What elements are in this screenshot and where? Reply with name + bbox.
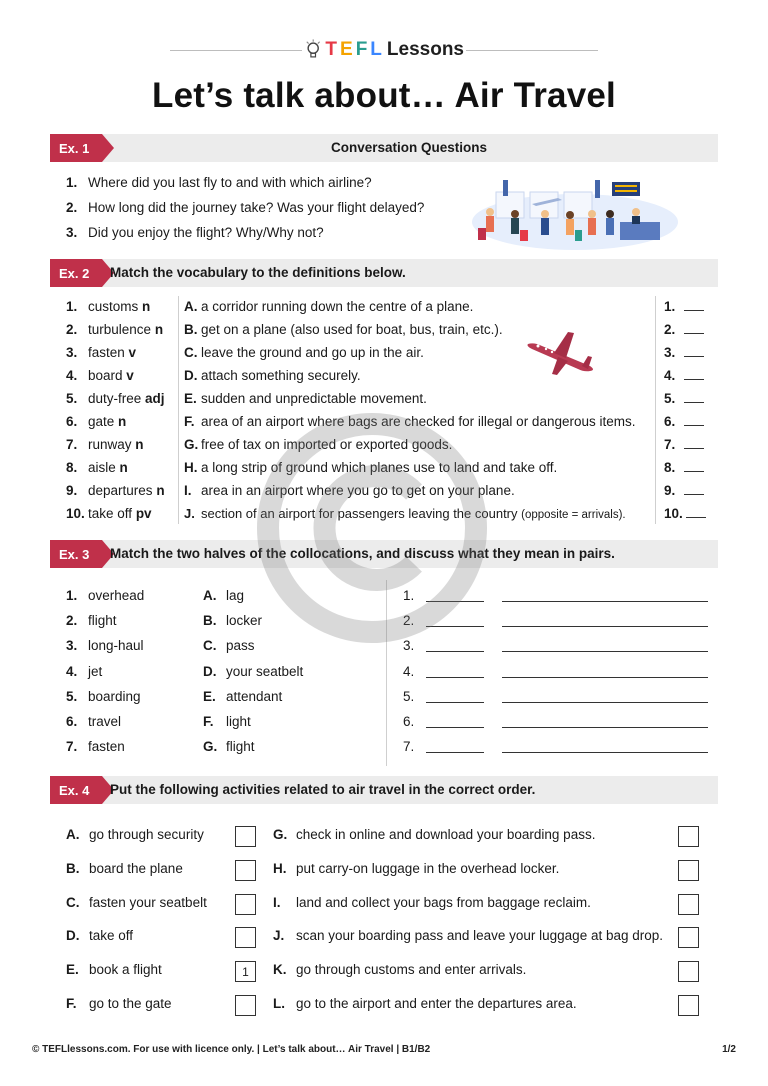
ex3-tag: Ex. 3 xyxy=(50,540,102,568)
ex3-answer-label: 7. xyxy=(403,739,415,754)
ex4-order-box[interactable] xyxy=(235,894,256,915)
ex3-answer-line-long[interactable] xyxy=(502,677,708,678)
ex2-definition: E. sudden and unpredictable movement. xyxy=(184,391,427,406)
ex4-header-bar xyxy=(50,776,718,804)
ex2-answer-blank[interactable]: 7. xyxy=(664,436,704,454)
ex2-header-bar xyxy=(50,259,718,287)
ex1-question: 2. How long did the journey take? Was your flight delayed? xyxy=(66,200,425,215)
ex4-order-box[interactable] xyxy=(235,826,256,847)
ex3-left-item: 5. boarding xyxy=(66,689,141,704)
ex3-answer-line-short[interactable] xyxy=(426,752,484,753)
ex3-answer-line-short[interactable] xyxy=(426,702,484,703)
ex2-definition: H. a long strip of ground which planes use to land and take off. xyxy=(184,460,558,475)
ex2-answer-blank[interactable]: 8. xyxy=(664,459,704,477)
logo-divider-right xyxy=(466,50,598,51)
ex4-activity: A. go through security xyxy=(66,827,204,842)
airport-travellers-illustration xyxy=(470,174,680,250)
logo-row xyxy=(0,36,768,64)
ex3-right-item: D. your seatbelt xyxy=(203,664,304,679)
ex3-answer-label: 1. xyxy=(403,588,415,603)
ex4-activity: F. go to the gate xyxy=(66,996,172,1011)
logo-letter-f: F xyxy=(355,39,368,60)
ex3-answer-line-long[interactable] xyxy=(502,601,708,602)
footer-copyright: © TEFLlessons.com. For use with licence only. | Let’s talk about… Air Travel | B1/B2 xyxy=(32,1044,431,1055)
ex4-order-box[interactable] xyxy=(678,894,699,915)
ex2-definition: C. leave the ground and go up in the air. xyxy=(184,345,424,360)
ex2-answer-blank[interactable]: 5. xyxy=(664,390,704,408)
ex2-answer-blank[interactable]: 4. xyxy=(664,367,704,385)
ex1-title: Conversation Questions xyxy=(330,140,488,155)
ex2-vocab-item: 7. runway n xyxy=(66,437,144,452)
logo-letter-t: T xyxy=(325,39,337,60)
ex2-vocab-item: 4. board v xyxy=(66,368,134,383)
ex2-divider-left xyxy=(178,296,179,524)
ex4-title: Put the following activities related to air travel in the correct order. xyxy=(110,782,536,797)
ex3-answer-label: 4. xyxy=(403,664,415,679)
ex4-activity: K. go through customs and enter arrivals. xyxy=(273,962,527,977)
ex4-order-box[interactable] xyxy=(678,961,699,982)
ex3-left-item: 1. overhead xyxy=(66,588,145,603)
ex4-order-box[interactable] xyxy=(235,995,256,1016)
page-number: 1/2 xyxy=(722,1044,736,1055)
ex4-order-box[interactable] xyxy=(235,860,256,881)
ex2-vocab-item: 1. customs n xyxy=(66,299,151,314)
ex3-header-bar xyxy=(50,540,718,568)
ex3-answer-line-short[interactable] xyxy=(426,677,484,678)
ex1-header-bar xyxy=(50,134,718,162)
logo-divider-left xyxy=(170,50,302,51)
ex3-title: Match the two halves of the collocations, and discuss what they mean in pairs. xyxy=(110,546,615,561)
airplane-illustration xyxy=(524,330,598,376)
ex3-right-item: B. locker xyxy=(203,613,263,628)
ex2-divider-right xyxy=(655,296,656,524)
ex4-activity: G. check in online and download your boarding pass. xyxy=(273,827,596,842)
ex4-order-box[interactable] xyxy=(678,995,699,1016)
lightbulb-icon xyxy=(304,38,322,62)
ex2-answer-blank[interactable]: 2. xyxy=(664,321,704,339)
ex3-right-item: G. flight xyxy=(203,739,255,754)
ex3-divider xyxy=(386,580,387,766)
ex2-tag: Ex. 2 xyxy=(50,259,102,287)
ex4-order-box[interactable] xyxy=(678,860,699,881)
ex3-left-item: 6. travel xyxy=(66,714,122,729)
ex3-answer-label: 2. xyxy=(403,613,415,628)
ex3-answer-line-long[interactable] xyxy=(502,626,708,627)
ex3-answer-line-short[interactable] xyxy=(426,651,484,652)
ex1-question: 3. Did you enjoy the flight? Why/Why not? xyxy=(66,225,324,240)
ex3-left-item: 4. jet xyxy=(66,664,103,679)
page-title: Let’s talk about… Air Travel xyxy=(152,76,616,115)
ex4-order-box[interactable] xyxy=(678,927,699,948)
ex3-right-item: C. pass xyxy=(203,638,255,653)
ex2-definition: I. area in an airport where you go to get on your plane. xyxy=(184,483,515,498)
ex3-answer-line-long[interactable] xyxy=(502,702,708,703)
ex3-answer-label: 5. xyxy=(403,689,415,704)
ex4-activity: B. board the plane xyxy=(66,861,183,876)
ex3-answer-line-short[interactable] xyxy=(426,727,484,728)
ex2-vocab-item: 8. aisle n xyxy=(66,460,128,475)
ex2-vocab-item: 10. take off pv xyxy=(66,506,152,521)
ex2-vocab-item: 3. fasten v xyxy=(66,345,137,360)
ex3-left-item: 7. fasten xyxy=(66,739,125,754)
ex1-question: 1. Where did you last fly to and with which airline? xyxy=(66,175,372,190)
ex2-answer-blank[interactable]: 6. xyxy=(664,413,704,431)
ex3-answer-line-long[interactable] xyxy=(502,651,708,652)
ex2-vocab-item: 9. departures n xyxy=(66,483,165,498)
ex3-answer-line-long[interactable] xyxy=(502,727,708,728)
logo-letter-l: L xyxy=(370,39,382,60)
ex4-activity: J. scan your boarding pass and leave your luggage at bag drop. xyxy=(273,928,664,943)
ex2-answer-blank[interactable]: 10. xyxy=(664,505,706,523)
ex4-activity: L. go to the airport and enter the departures area. xyxy=(273,996,577,1011)
ex2-definition: G. free of tax on imported or exported goods. xyxy=(184,437,453,452)
ex3-right-item: F. light xyxy=(203,714,251,729)
ex3-right-item: E. attendant xyxy=(203,689,283,704)
ex1-tag: Ex. 1 xyxy=(50,134,102,162)
logo-word-lessons: Lessons xyxy=(386,39,464,60)
ex3-answer-line-short[interactable] xyxy=(426,601,484,602)
ex3-answer-label: 6. xyxy=(403,714,415,729)
ex3-answer-line-short[interactable] xyxy=(426,626,484,627)
ex2-answer-blank[interactable]: 1. xyxy=(664,298,704,316)
ex3-right-item: A. lag xyxy=(203,588,245,603)
ex2-vocab-item: 5. duty-free adj xyxy=(66,391,165,406)
ex3-left-item: 3. long-haul xyxy=(66,638,144,653)
ex2-definition: D. attach something securely. xyxy=(184,368,361,383)
ex2-title: Match the vocabulary to the definitions below. xyxy=(110,265,406,280)
ex4-order-box[interactable] xyxy=(678,826,699,847)
ex3-answer-label: 3. xyxy=(403,638,415,653)
ex2-vocab-item: 2. turbulence n xyxy=(66,322,164,337)
ex4-tag: Ex. 4 xyxy=(50,776,102,804)
ex2-definition: F. area of an airport where bags are checked for illegal or dangerous items. xyxy=(184,414,636,429)
ex2-answer-blank[interactable]: 3. xyxy=(664,344,704,362)
logo-letter-e: E xyxy=(340,39,353,60)
ex4-order-box[interactable]: 1 xyxy=(235,961,256,982)
ex2-definition: J. section of an airport for passengers leaving the country (opposite = arrivals). xyxy=(184,506,626,521)
ex3-answer-line-long[interactable] xyxy=(502,752,708,753)
tefl-lessons-logo xyxy=(304,36,464,64)
ex2-definition: A. a corridor running down the centre of a plane. xyxy=(184,299,474,314)
ex3-left-item: 2. flight xyxy=(66,613,117,628)
ex4-order-box[interactable] xyxy=(235,927,256,948)
ex2-answer-blank[interactable]: 9. xyxy=(664,482,704,500)
ex4-activity: C. fasten your seatbelt xyxy=(66,895,207,910)
ex4-activity: E. book a flight xyxy=(66,962,162,977)
ex4-activity: H. put carry-on luggage in the overhead locker. xyxy=(273,861,560,876)
ex2-vocab-item: 6. gate n xyxy=(66,414,127,429)
ex2-definition: B. get on a plane (also used for boat, bus, train, etc.). xyxy=(184,322,503,337)
ex4-activity: I. land and collect your bags from baggage reclaim. xyxy=(273,895,591,910)
ex4-activity: D. take off xyxy=(66,928,134,943)
